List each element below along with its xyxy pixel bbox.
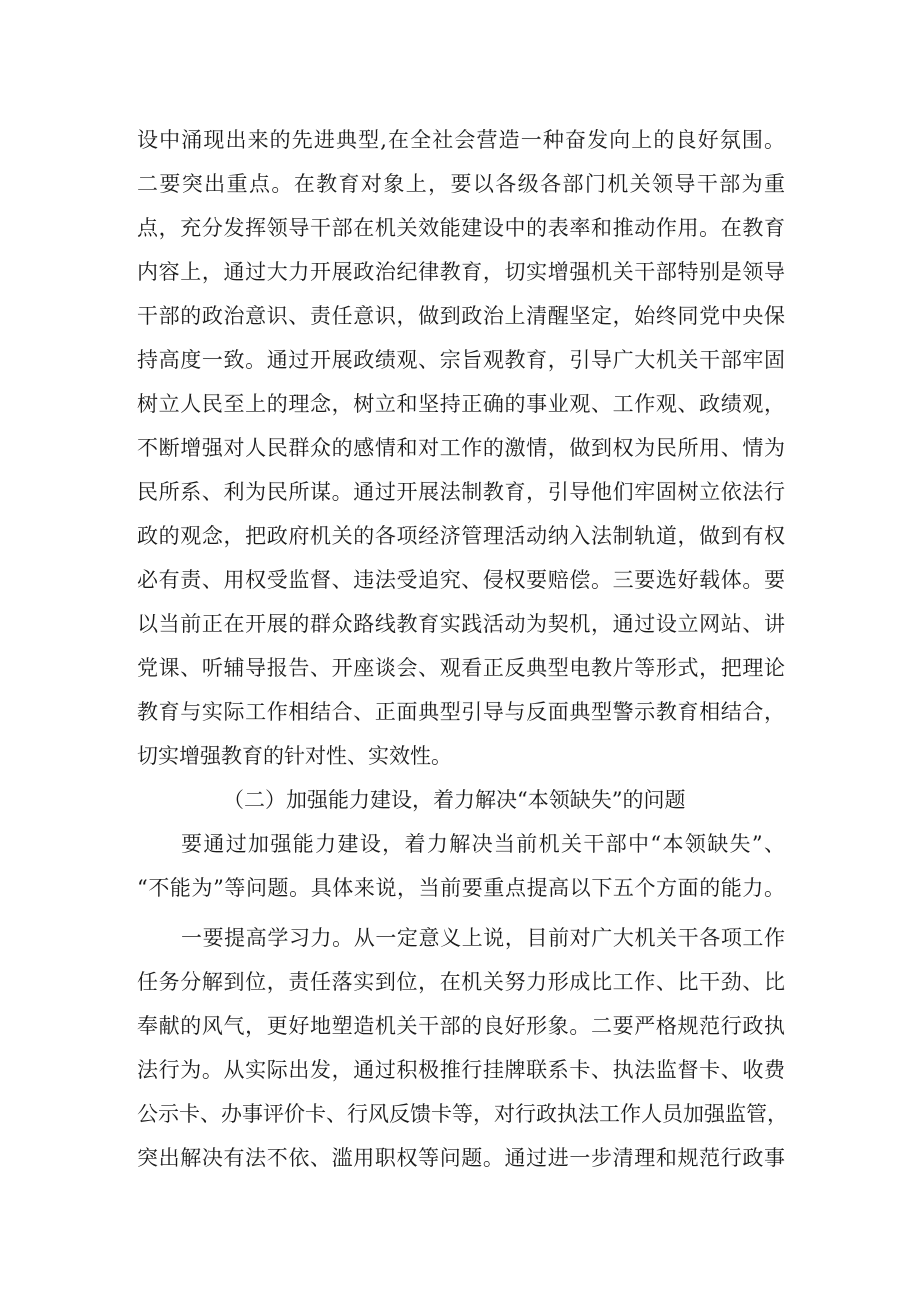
body-text-line: 以当前正在开展的群众路线教育实践活动为契机，通过设立网站、讲 xyxy=(137,612,785,636)
body-text-line: 突出解决有法不依、滥用职权等问题。通过进一步清理和规范行政事 xyxy=(137,1146,785,1170)
body-text-line: 要通过加强能力建设，着力解决当前机关干部中“本领缺失”、 xyxy=(181,832,785,856)
body-text-line: 教育与实际工作相结合、正面典型引导与反面典型警示教育相结合， xyxy=(137,700,785,724)
body-text-line: 切实增强教育的针对性、实效性。 xyxy=(137,744,452,768)
section-heading: （二）加强能力建设，着力解决“本领缺失”的问题 xyxy=(223,788,686,812)
body-text-line: 公示卡、办事评价卡、行风反馈卡等，对行政执法工作人员加强监管， xyxy=(137,1102,788,1126)
body-text-line: 政的观念，把政府机关的各项经济管理活动纳入法制轨道，做到有权 xyxy=(137,524,785,548)
body-text-line: 二要突出重点。在教育对象上，要以各级各部门机关领导干部为重 xyxy=(137,172,785,196)
body-text-line: 设中涌现出来的先进典型,在全社会营造一种奋发向上的良好氛围。 xyxy=(137,128,785,152)
body-text-line: 树立人民至上的理念，树立和坚持正确的事业观、工作观、政绩观， xyxy=(137,392,785,416)
body-text-line: 点，充分发挥领导干部在机关效能建设中的表率和推动作用。在教育 xyxy=(137,216,785,240)
body-text-line: 任务分解到位，责任落实到位，在机关努力形成比工作、比干劲、比 xyxy=(137,970,785,994)
body-text-line: “不能为”等问题。具体来说，当前要重点提高以下五个方面的能力。 xyxy=(137,876,785,900)
body-text-line: 一要提高学习力。从一定意义上说，目前对广大机关干各项工作 xyxy=(181,926,785,950)
body-text-line: 干部的政治意识、责任意识，做到政治上清醒坚定，始终同党中央保 xyxy=(137,304,785,328)
body-text-line: 党课、听辅导报告、开座谈会、观看正反典型电教片等形式，把理论 xyxy=(137,656,785,680)
body-text-line: 民所系、利为民所谋。通过开展法制教育，引导他们牢固树立依法行 xyxy=(137,480,785,504)
body-text-line: 内容上，通过大力开展政治纪律教育，切实增强机关干部特别是领导 xyxy=(137,260,785,284)
body-text-line: 奉献的风气，更好地塑造机关干部的良好形象。二要严格规范行政执 xyxy=(137,1014,785,1038)
body-text-line: 法行为。从实际出发，通过积极推行挂牌联系卡、执法监督卡、收费 xyxy=(137,1058,785,1082)
body-text-line: 不断增强对人民群众的感情和对工作的激情，做到权为民所用、情为 xyxy=(137,436,785,460)
body-text-line: 必有责、用权受监督、违法受追究、侵权要赔偿。三要选好载体。要 xyxy=(137,568,785,592)
body-text-line: 持高度一致。通过开展政绩观、宗旨观教育，引导广大机关干部牢固 xyxy=(137,348,785,372)
